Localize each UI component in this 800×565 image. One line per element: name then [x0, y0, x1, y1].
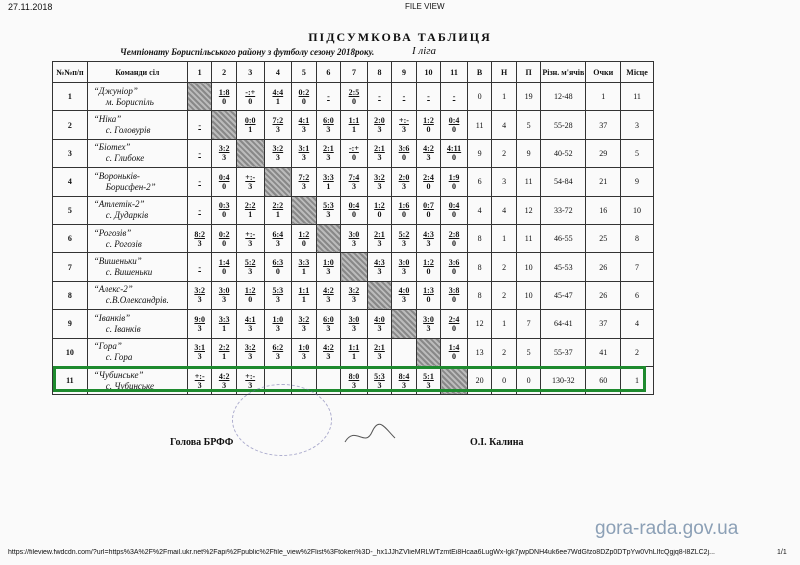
match-result: 2:1 3 — [367, 139, 392, 167]
goal-difference-cell: 54-84 — [541, 168, 586, 196]
match-result: 1:8 0 — [212, 83, 237, 111]
team-name — [87, 253, 187, 281]
match-result: 5:3 3 — [264, 281, 292, 309]
column-header: 6 — [316, 62, 341, 83]
match-result: 0:2 0 — [292, 83, 317, 111]
goal-difference-cell: 12-48 — [541, 83, 586, 111]
wins-cell: 8 — [467, 281, 492, 309]
match-result: 2:8 0 — [441, 224, 468, 252]
draws-cell: 2 — [492, 281, 517, 309]
points-cell: 1 — [586, 83, 621, 111]
site-watermark: gora-rada.gov.ua — [595, 518, 739, 539]
team-club: “Чубинське” — [93, 369, 144, 380]
losses-cell: 11 — [516, 224, 541, 252]
team-name — [87, 310, 187, 338]
place-cell: 10 — [621, 196, 654, 224]
match-result: 8:2 3 — [187, 224, 212, 252]
team-village: Борисфен-2” — [105, 181, 156, 192]
match-result: 6:3 0 — [264, 253, 292, 281]
team-name — [87, 83, 187, 111]
self-match-cell — [341, 253, 368, 281]
losses-cell: 19 — [516, 83, 541, 111]
goal-difference-cell: 64-41 — [541, 310, 586, 338]
match-result: 3:3 1 — [212, 310, 237, 338]
match-result: 3:0 3 — [341, 224, 368, 252]
column-header: 1 — [187, 62, 212, 83]
match-result: 8:0 3 — [341, 366, 368, 394]
losses-cell: 10 — [516, 253, 541, 281]
row-number: 3 — [53, 139, 88, 167]
points-cell: 37 — [586, 310, 621, 338]
column-header: Команди сіл — [87, 62, 187, 83]
signer-name: О.І. Калина — [470, 437, 524, 448]
goal-difference-cell: 46-55 — [541, 224, 586, 252]
page-url[interactable]: https://fileview.fwdcdn.com/?url=https%3A%2F%2Fmail.ukr.net%2Fapi%2Fpublic%2Ffile_view%2Flist%3Ftoken%3D-_hx1JJhZVlieMRLWTzmtEi8Hcaa6LugWx-lgk7jwpDNH4uk6ee7WdGfzo8DZp0DTpYw0VhLIfcQgjq8-l8ZLC2j... — [8, 549, 715, 556]
points-cell: 41 — [586, 338, 621, 366]
losses-cell: 5 — [516, 111, 541, 139]
points-cell: 26 — [586, 253, 621, 281]
match-result: 3:2 3 — [341, 281, 368, 309]
draws-cell: 4 — [492, 111, 517, 139]
match-result: +:- 3 — [392, 111, 417, 139]
match-result: 4:3 3 — [416, 224, 441, 252]
print-date: 27.11.2018 — [8, 2, 53, 12]
place-cell: 9 — [621, 168, 654, 196]
match-result: 1:2 0 — [292, 224, 317, 252]
table-row — [53, 83, 654, 111]
match-result: 2:1 3 — [367, 224, 392, 252]
standings-table — [52, 61, 654, 395]
match-result: 1:4 0 — [441, 338, 468, 366]
column-header: 3 — [236, 62, 264, 83]
team-village: с. Дударків — [105, 210, 149, 221]
match-result: 3:1 3 — [292, 139, 317, 167]
match-result: 1:1 1 — [341, 338, 368, 366]
match-result: +:- 3 — [236, 224, 264, 252]
match-result: 0:7 0 — [416, 196, 441, 224]
losses-cell: 10 — [516, 281, 541, 309]
team-club: “Вороньків- — [93, 170, 140, 181]
match-result: 1:4 0 — [212, 253, 237, 281]
place-cell: 8 — [621, 224, 654, 252]
table-row — [53, 111, 654, 139]
draws-cell: 2 — [492, 338, 517, 366]
document-title: ПІДСУМКОВА ТАБЛИЦЯ — [308, 30, 492, 44]
draws-cell: 1 — [492, 224, 517, 252]
match-result: 2:0 3 — [392, 168, 417, 196]
row-number: 2 — [53, 111, 88, 139]
match-result: 3:0 3 — [416, 310, 441, 338]
match-result: 0:4 0 — [441, 111, 468, 139]
match-result: 6:0 3 — [316, 111, 341, 139]
match-result: 0:4 0 — [441, 196, 468, 224]
self-match-cell — [416, 338, 441, 366]
match-result: 4:2 3 — [316, 338, 341, 366]
wins-cell: 8 — [467, 224, 492, 252]
file-view-label: FILE VIEW — [405, 2, 445, 11]
row-number: 1 — [53, 83, 88, 111]
team-village: с. Чубинське — [105, 380, 155, 391]
match-result: 7:2 3 — [292, 168, 317, 196]
team-name — [87, 111, 187, 139]
place-cell: 11 — [621, 83, 654, 111]
row-number: 11 — [53, 366, 88, 394]
goal-difference-cell: 45-53 — [541, 253, 586, 281]
match-result: 3:0 3 — [212, 281, 237, 309]
losses-cell: 12 — [516, 196, 541, 224]
match-result: 4:1 3 — [236, 310, 264, 338]
team-club: “Джуніор” — [93, 85, 138, 96]
self-match-cell — [292, 196, 317, 224]
match-result: 1:2 0 — [367, 196, 392, 224]
match-result: 0:0 1 — [236, 111, 264, 139]
column-header: 8 — [367, 62, 392, 83]
match-result: 6:0 3 — [316, 310, 341, 338]
column-header: В — [467, 62, 492, 83]
points-cell: 16 — [586, 196, 621, 224]
match-result: 4:2 3 — [316, 281, 341, 309]
column-header: 9 — [392, 62, 417, 83]
match-result: 2:2 1 — [212, 338, 237, 366]
match-result: - — [187, 253, 212, 281]
match-result: 7:2 3 — [264, 111, 292, 139]
row-number: 6 — [53, 224, 88, 252]
table-row — [53, 310, 654, 338]
match-result: 3:2 3 — [187, 281, 212, 309]
match-result: 6:4 3 — [264, 224, 292, 252]
column-header: Н — [492, 62, 517, 83]
team-club: “Рогозів” — [93, 227, 132, 238]
self-match-cell — [187, 83, 212, 111]
draws-cell: 2 — [492, 139, 517, 167]
team-name — [87, 224, 187, 252]
team-name — [87, 168, 187, 196]
match-result: 1:2 0 — [416, 253, 441, 281]
league-label: І ліга — [412, 45, 437, 57]
match-result: 2:1 3 — [316, 139, 341, 167]
wins-cell: 12 — [467, 310, 492, 338]
team-club: “Вишеньки” — [93, 256, 142, 267]
match-result: 1:3 0 — [416, 281, 441, 309]
match-result: +:- 3 — [236, 366, 264, 394]
team-club: “Гора” — [93, 341, 122, 352]
match-result: 3:1 3 — [187, 338, 212, 366]
match-result: 3:2 3 — [367, 168, 392, 196]
column-header: 5 — [292, 62, 317, 83]
row-number: 7 — [53, 253, 88, 281]
goal-difference-cell: 130-32 — [541, 366, 586, 394]
team-name — [87, 281, 187, 309]
row-number: 10 — [53, 338, 88, 366]
signature — [340, 420, 400, 450]
match-result: 5:3 3 — [316, 196, 341, 224]
points-cell: 26 — [586, 281, 621, 309]
self-match-cell — [212, 111, 237, 139]
team-village: с. Рогозів — [105, 238, 142, 249]
place-cell: 4 — [621, 310, 654, 338]
match-result: 3:2 3 — [264, 139, 292, 167]
match-result: 4:11 0 — [441, 139, 468, 167]
match-result: 0:3 0 — [212, 196, 237, 224]
table-row — [53, 253, 654, 281]
losses-cell: 0 — [516, 366, 541, 394]
points-cell: 60 — [586, 366, 621, 394]
match-result: 1:6 0 — [392, 196, 417, 224]
place-cell: 3 — [621, 111, 654, 139]
table-row — [53, 338, 654, 366]
match-result: +:- 3 — [187, 366, 212, 394]
match-result: 3:6 0 — [392, 139, 417, 167]
match-result: 8:4 3 — [392, 366, 417, 394]
team-village: м. Бориспіль — [105, 96, 154, 107]
draws-cell: 1 — [492, 83, 517, 111]
points-cell: 21 — [586, 168, 621, 196]
self-match-cell — [264, 168, 292, 196]
match-result: 7:4 3 — [341, 168, 368, 196]
draws-cell: 0 — [492, 366, 517, 394]
match-result: 1:1 1 — [292, 281, 317, 309]
highlight-frame — [53, 366, 646, 392]
match-result: 1:2 0 — [236, 281, 264, 309]
match-result: 3:8 0 — [441, 281, 468, 309]
page-counter: 1/1 — [777, 549, 787, 556]
draws-cell: 3 — [492, 168, 517, 196]
place-cell: 1 — [621, 366, 654, 394]
match-result: 2:4 0 — [416, 168, 441, 196]
match-result: 4:2 3 — [212, 366, 237, 394]
draws-cell: 4 — [492, 196, 517, 224]
match-result: 2:2 1 — [264, 196, 292, 224]
match-result: 2:2 1 — [236, 196, 264, 224]
match-result: - — [392, 83, 417, 111]
losses-cell: 7 — [516, 310, 541, 338]
match-result: 1:2 0 — [416, 111, 441, 139]
column-header: Різн. м'ячів — [541, 62, 586, 83]
column-header: Очки — [586, 62, 621, 83]
wins-cell: 0 — [467, 83, 492, 111]
match-result: 6:2 3 — [264, 338, 292, 366]
match-result: 3:6 0 — [441, 253, 468, 281]
match-result: 4:3 3 — [367, 253, 392, 281]
column-header: 10 — [416, 62, 441, 83]
match-result: - — [187, 196, 212, 224]
table-row — [53, 196, 654, 224]
match-result: 0:4 0 — [341, 196, 368, 224]
match-result: 5:1 3 — [416, 366, 441, 394]
column-header: 7 — [341, 62, 368, 83]
match-result: 4:1 3 — [292, 111, 317, 139]
table-header-row — [53, 62, 654, 83]
match-result: - — [416, 83, 441, 111]
official-stamp — [232, 384, 332, 456]
match-result: 3:2 3 — [212, 139, 237, 167]
team-club: “Ніка” — [93, 114, 122, 125]
place-cell: 7 — [621, 253, 654, 281]
team-club: “Іванків” — [93, 312, 131, 323]
table-row — [53, 224, 654, 252]
match-result: -:+ 0 — [236, 83, 264, 111]
place-cell: 5 — [621, 139, 654, 167]
wins-cell: 9 — [467, 139, 492, 167]
column-header: 2 — [212, 62, 237, 83]
match-result: 5:2 3 — [392, 224, 417, 252]
match-result: 1:0 3 — [292, 338, 317, 366]
row-number: 8 — [53, 281, 88, 309]
wins-cell: 13 — [467, 338, 492, 366]
column-header: П — [516, 62, 541, 83]
table-row — [53, 139, 654, 167]
team-club: “Алекс-2” — [93, 284, 133, 295]
document-subtitle: Чемпіонату Бориспільського району з футболу сезону 2018року. — [120, 47, 375, 57]
match-result: 3:2 3 — [236, 338, 264, 366]
wins-cell: 20 — [467, 366, 492, 394]
match-result: 9:0 3 — [187, 310, 212, 338]
points-cell: 37 — [586, 111, 621, 139]
goal-difference-cell: 55-28 — [541, 111, 586, 139]
team-village: с. Головурів — [105, 125, 151, 136]
wins-cell: 6 — [467, 168, 492, 196]
match-result: 1:9 0 — [441, 168, 468, 196]
match-result: - — [187, 111, 212, 139]
match-result: 0:2 0 — [212, 224, 237, 252]
match-result: 3:3 1 — [316, 168, 341, 196]
goal-difference-cell: 45-47 — [541, 281, 586, 309]
match-result: -:+ 0 — [341, 139, 368, 167]
goal-difference-cell: 40-52 — [541, 139, 586, 167]
table-row — [53, 281, 654, 309]
self-match-cell — [316, 224, 341, 252]
team-village: с. Вишеньки — [105, 267, 153, 278]
column-header: 11 — [441, 62, 468, 83]
match-result: 4:0 3 — [367, 310, 392, 338]
points-cell: 25 — [586, 224, 621, 252]
match-result: 2:0 3 — [367, 111, 392, 139]
chairman-label: Голова БРФФ — [170, 437, 234, 448]
column-header: 4 — [264, 62, 292, 83]
match-result: 5:3 3 — [367, 366, 392, 394]
self-match-cell — [236, 139, 264, 167]
match-result — [392, 338, 417, 366]
match-result: 1:1 1 — [341, 111, 368, 139]
wins-cell: 11 — [467, 111, 492, 139]
team-club: “Атлетік-2” — [93, 199, 145, 210]
match-result: 2:5 0 — [341, 83, 368, 111]
match-result: 5:2 3 — [236, 253, 264, 281]
match-result: 4:2 3 — [416, 139, 441, 167]
match-result: - — [367, 83, 392, 111]
losses-cell: 9 — [516, 139, 541, 167]
match-result: 0:4 0 — [212, 168, 237, 196]
match-result: 4:4 1 — [264, 83, 292, 111]
match-result: - — [187, 168, 212, 196]
column-header: Місце — [621, 62, 654, 83]
draws-cell: 2 — [492, 253, 517, 281]
draws-cell: 1 — [492, 310, 517, 338]
losses-cell: 11 — [516, 168, 541, 196]
self-match-cell — [367, 281, 392, 309]
place-cell: 2 — [621, 338, 654, 366]
match-result: 3:0 3 — [341, 310, 368, 338]
match-result: 1:0 3 — [264, 310, 292, 338]
team-village: с. Гора — [105, 352, 133, 363]
match-result: 2:1 3 — [367, 338, 392, 366]
team-name — [87, 338, 187, 366]
match-result: 3:0 3 — [392, 253, 417, 281]
team-village: с. Іванків — [105, 323, 141, 334]
match-result: - — [187, 139, 212, 167]
row-number: 9 — [53, 310, 88, 338]
team-club: “Біотех” — [93, 142, 131, 153]
column-header: №№п/п — [53, 62, 88, 83]
table-row — [53, 168, 654, 196]
self-match-cell — [392, 310, 417, 338]
goal-difference-cell: 55-37 — [541, 338, 586, 366]
match-result: 3:2 3 — [292, 310, 317, 338]
team-village: с. Глибоке — [105, 153, 145, 164]
team-village: с.В.Олександрів. — [105, 295, 169, 306]
team-name — [87, 139, 187, 167]
wins-cell: 4 — [467, 196, 492, 224]
match-result: 2:4 0 — [441, 310, 468, 338]
place-cell: 6 — [621, 281, 654, 309]
match-result: 3:3 1 — [292, 253, 317, 281]
match-result: - — [316, 83, 341, 111]
row-number: 5 — [53, 196, 88, 224]
match-result: 1:0 3 — [316, 253, 341, 281]
losses-cell: 5 — [516, 338, 541, 366]
match-result: - — [441, 83, 468, 111]
team-name — [87, 196, 187, 224]
wins-cell: 8 — [467, 253, 492, 281]
goal-difference-cell: 33-72 — [541, 196, 586, 224]
row-number: 4 — [53, 168, 88, 196]
match-result: +:- 3 — [236, 168, 264, 196]
points-cell: 29 — [586, 139, 621, 167]
match-result: 4:0 3 — [392, 281, 417, 309]
